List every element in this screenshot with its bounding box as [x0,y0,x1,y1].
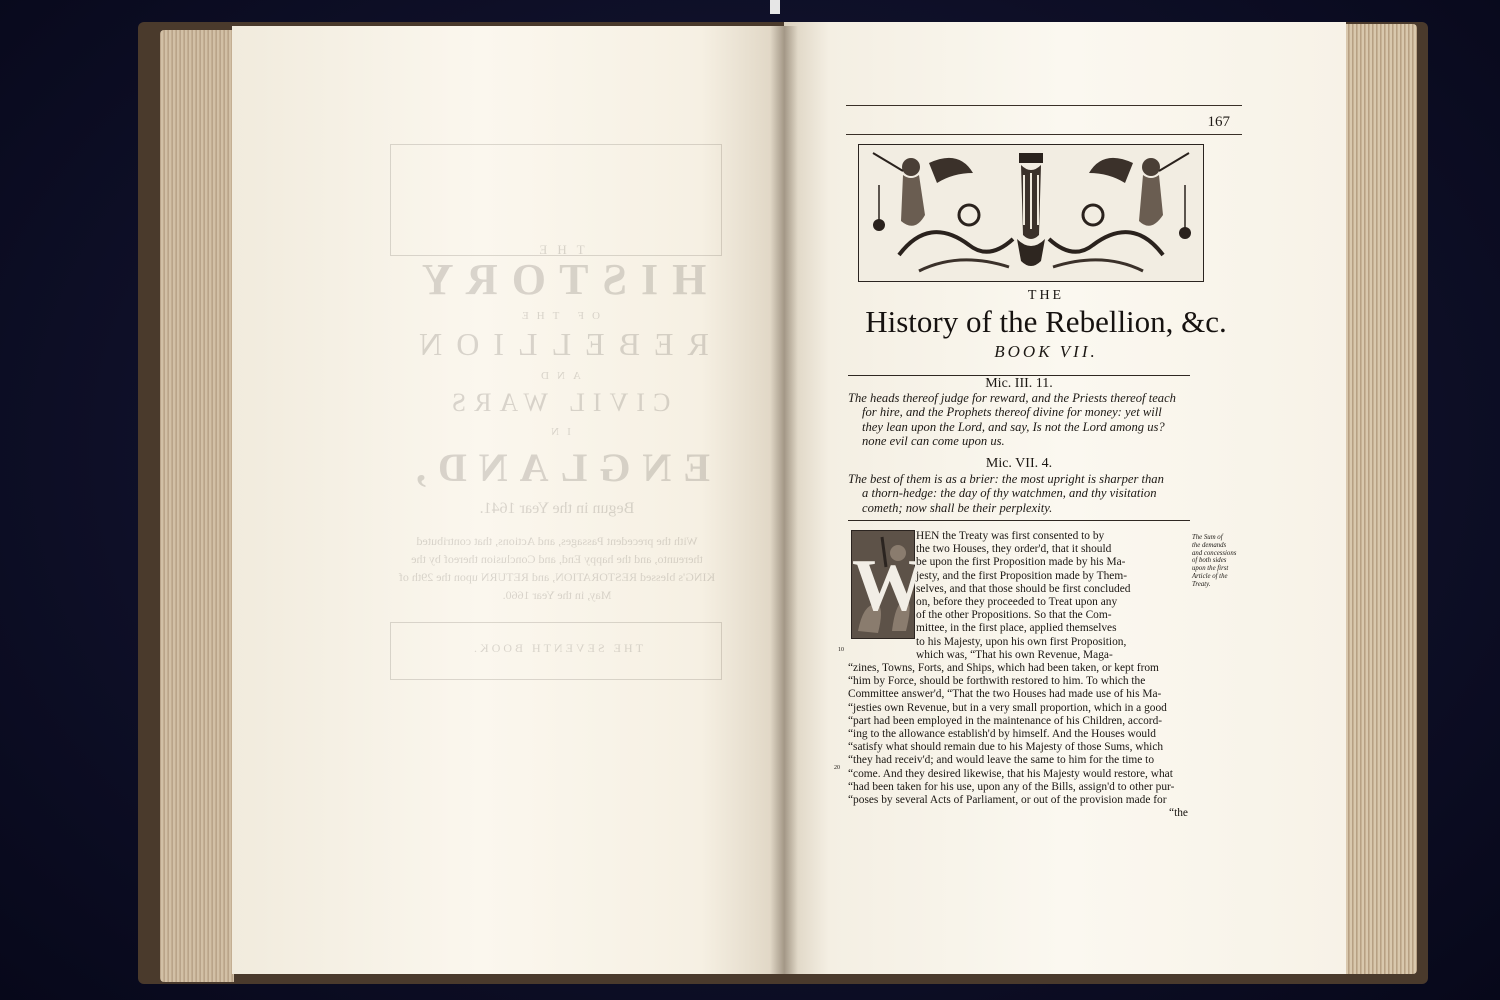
epigraph-rule [848,520,1190,521]
epigraph-line: The best of them is as a brier: the most upright is sharper than [848,472,1164,486]
body-text [848,530,1194,820]
body-line: “him by Force, should be forthwith restored to him. To which the [848,675,1146,688]
margin-note-line: Treaty. [1192,580,1211,588]
epigraph-1 [848,391,1200,449]
show-through-the: THE [529,242,585,257]
show-through-in: IN [543,426,571,438]
body-line: to his Majesty, upon his own first Proposition, [916,635,1127,648]
margin-note-line: upon the first [1192,565,1229,573]
show-through-title [372,144,722,664]
margin-note-line: Article of the [1192,572,1228,580]
body-line: “jesties own Revenue, but in a very small proportion, which in a good [848,701,1167,714]
show-through-begun: Begun in the Year 1641. [479,500,635,517]
show-through-civil-wars: CIVIL WARS [443,388,671,417]
body-line: be upon the first Proposition made by his Ma- [916,556,1126,569]
margin-note-line: of both sides [1192,557,1227,565]
body-line: “they had receiv'd; and would leave the same to him for the time to [848,754,1155,767]
body-line: “poses by several Acts of Parliament, or out of the provision made for [848,794,1167,807]
margin-note-line: the demands [1192,541,1227,549]
body-line: Committee answer'd, “That the two Houses had made use of his Ma- [848,688,1162,701]
page-number: 167 [1207,114,1230,130]
show-through-history: HISTORY [407,255,707,304]
body-line: HEN the Treaty was first consented to by [916,530,1105,542]
line-number: 10 [838,647,844,653]
left-page-edges [160,30,234,982]
citation-micah-3: Mic. III. 11. [985,376,1053,391]
epigraph-line: none evil can come upon us. [862,434,1005,449]
epigraph-line: for hire, and the Prophets thereof divine for money: yet will [862,405,1162,420]
right-page-edges [1345,24,1417,974]
margin-note-line: The Sum of [1192,534,1223,541]
body-line: “satisfy what should remain due to his Majesty of those Sums, which [848,741,1164,754]
show-through-and: AND [533,370,581,382]
initial-letter: W [852,545,926,627]
body-line: which was, “That his own Revenue, Maga- [916,648,1113,661]
book-label: BOOK VII. [994,342,1098,361]
line-number: 20 [834,765,840,771]
body-line: the two Houses, they order'd, that it should [916,543,1112,556]
show-through-england: ENGLAND, [403,445,711,490]
body-line: “come. And they desired likewise, that his Majesty would restore, what [848,767,1173,780]
bookmark-strip [770,0,780,14]
page-title: History of the Rebellion, &c. [865,304,1227,339]
show-through-rebellion: REBELLION [405,326,709,362]
title-the: THE [1027,288,1065,303]
engraved-headpiece [858,144,1204,282]
body-line: on, before they proceeded to Treat upon any [916,596,1118,609]
running-head-rule [846,105,1242,106]
epigraph-2 [848,472,1200,515]
body-line: “zines, Towns, Forts, and Ships, which had been taken, or kept from [848,662,1159,675]
marginal-note [1192,534,1252,589]
citation-micah-7: Mic. VII. 4. [985,456,1053,471]
body-line: “ing to the allowance establish'd by himself. And the Houses would [848,728,1156,741]
body-line: of the other Propositions. So that the Com- [916,609,1112,622]
catchword: “the [1169,807,1188,820]
epigraph-line: cometh; now shall be their perplexity. [862,500,1053,515]
book-gutter [770,26,798,974]
body-line: “had been taken for his use, upon any of the Bills, assign'd to other pur- [848,780,1175,793]
headpiece-ornament-image [859,145,1203,281]
epigraph-line: a thorn-hedge: the day of thy watchmen, and thy visitation [862,486,1157,501]
left-page [232,26,784,974]
body-line: jesty, and the first Proposition made by Them- [916,569,1128,582]
epigraph-line: they lean upon the Lord, and say, Is not the Lord among us? [862,419,1165,434]
body-line: mittee, in the first place, applied themselves [916,622,1117,635]
running-head-rule-lower [846,134,1242,135]
show-through-blurb: With the precedent Passages, and Actions, that contributed thereunto, and the happy End, and Conclusion thereof by the KING's blessed RESTORATION, and RETURN upon the 29th of May, in the Year 1660. [398,534,716,602]
show-through-book: THE SEVENTH BOOK. [471,641,643,655]
body-line: “part had been employed in the maintenance of his Children, accord- [848,714,1163,727]
show-through-frame-top [390,144,722,256]
show-through-of-the: OF THE [514,310,600,322]
body-line: selves, and that those should be first concluded [916,582,1131,595]
epigraph-line: The heads thereof judge for reward, and the Priests thereof teach [848,391,1176,405]
margin-note-line: and concessions [1192,549,1237,557]
